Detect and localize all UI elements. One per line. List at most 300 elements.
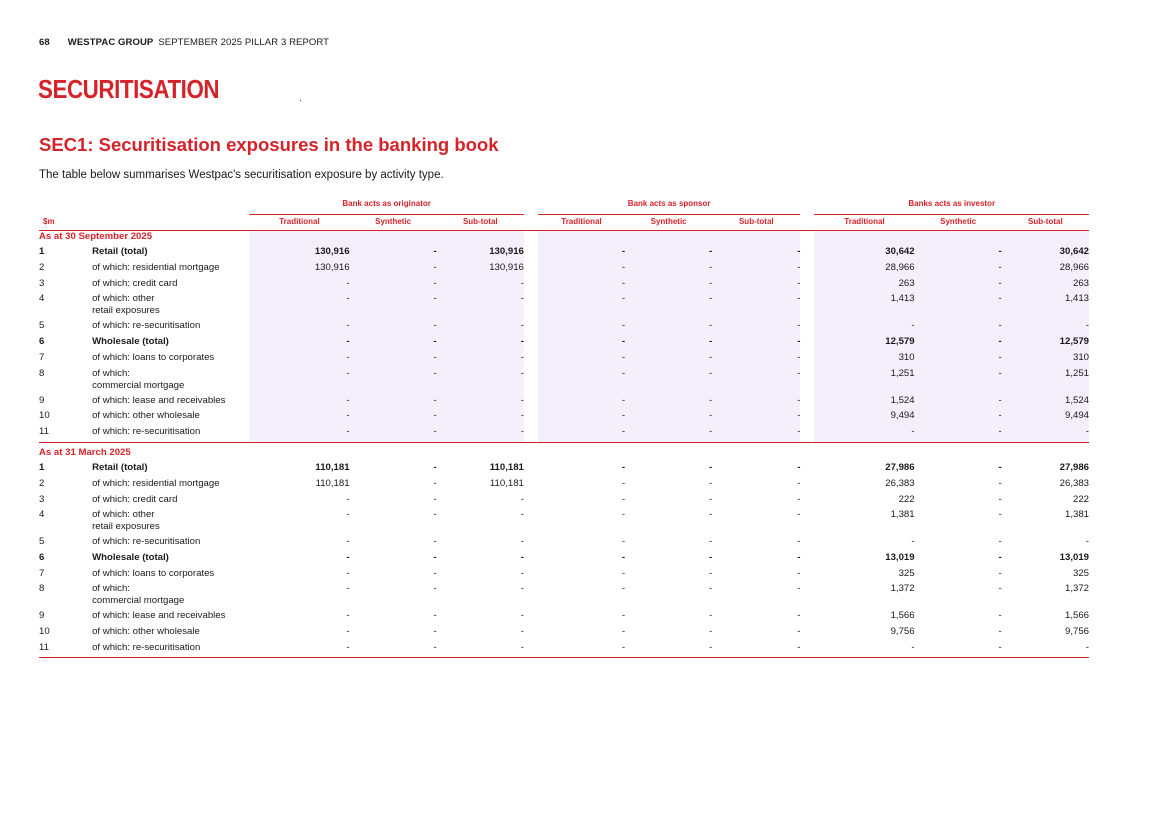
cell-value: - (621, 567, 626, 579)
row-label-line: commercial mortgage (92, 595, 185, 607)
row-label-line: Retail (total) (92, 246, 148, 258)
col-subtotal: Sub-total (712, 214, 800, 230)
cell-value: 1,413 (1002, 293, 1089, 320)
cell-value: - (350, 410, 437, 426)
cell-value: - (249, 642, 349, 658)
row-label-line: Wholesale (total) (92, 552, 169, 563)
row-number: 5 (39, 320, 45, 332)
cell-value: - (350, 278, 437, 294)
cell-value: - (538, 336, 625, 352)
cell-value: - (437, 426, 524, 442)
row-label-line: of which: residential mortgage (92, 262, 220, 274)
cell-value: - (998, 493, 1002, 505)
cell-value: - (625, 642, 712, 658)
cell-value: - (520, 626, 524, 638)
cell-value: 1,413 (814, 293, 914, 320)
cell-value: - (538, 352, 625, 368)
cell-value: 222 (898, 493, 915, 505)
table-title: SEC1: Securitisation exposures in the banking book (39, 134, 499, 155)
row-label-line: of which: residential mortgage (92, 477, 220, 489)
cell-value: - (433, 610, 437, 622)
cell-value: - (433, 493, 437, 505)
cell-value: - (797, 626, 801, 638)
cell-value: - (437, 336, 524, 352)
page-number: 68 (39, 37, 50, 48)
row-label (92, 583, 249, 610)
row-label (92, 426, 249, 442)
cell-value: - (437, 642, 524, 658)
cell-value: - (350, 642, 437, 658)
table-row (39, 278, 1089, 294)
cell-value: - (350, 293, 437, 320)
row-label-line: of which: credit card (92, 493, 178, 505)
col-traditional: Traditional (249, 214, 349, 230)
intro-text: The table below summarises Westpac's securitisation exposure by activity type. (39, 169, 444, 181)
cell-value: - (712, 352, 800, 368)
cell-value: 130,916 (437, 246, 524, 262)
cell-value: 325 (898, 567, 915, 579)
cell-value: - (998, 477, 1002, 489)
cell-value: - (915, 352, 1002, 368)
cell-value: - (433, 626, 437, 638)
row-label-line: of which: re-securitisation (92, 641, 201, 653)
row-label-line: of which: loans to corporates (92, 567, 215, 579)
row-number: 3 (39, 493, 45, 505)
cell-value: - (249, 320, 349, 336)
cell-value: - (621, 477, 626, 489)
cell-value: - (625, 336, 712, 352)
cell-value: - (520, 567, 524, 579)
table-row (39, 246, 1089, 262)
cell-value: - (346, 536, 350, 548)
cell-value: - (1085, 536, 1089, 548)
cell-value: - (998, 583, 1002, 595)
cell-value: - (709, 552, 713, 563)
row-number: 7 (39, 567, 45, 579)
cell-value: - (814, 320, 914, 336)
cell-value: - (350, 426, 437, 442)
col-traditional: Traditional (814, 214, 914, 230)
cell-value: - (625, 320, 712, 336)
cell-value: - (538, 293, 625, 320)
cell-value: 130,916 (249, 246, 349, 262)
table-row (39, 426, 1089, 442)
row-label-line: of which: other (92, 293, 155, 305)
cell-value: - (709, 567, 713, 579)
cell-value: - (249, 293, 349, 320)
stray-dot (300, 100, 301, 101)
row-number: 10 (39, 410, 50, 422)
cell-value: 1,372 (890, 583, 915, 595)
cell-value: - (538, 410, 625, 426)
unit-label: $m (39, 214, 249, 230)
table-row (39, 410, 1089, 426)
row-number: 5 (39, 536, 45, 548)
report-name: SEPTEMBER 2025 PILLAR 3 REPORT (158, 37, 330, 48)
col-traditional: Traditional (538, 214, 625, 230)
table-row (39, 478, 1089, 494)
cell-value: - (797, 509, 801, 521)
cell-value: - (797, 493, 801, 505)
group-sponsor: Bank acts as sponsor (538, 198, 800, 214)
table-row (39, 368, 1089, 395)
cell-value: - (915, 642, 1002, 658)
cell-value: - (998, 626, 1002, 638)
cell-value: - (709, 509, 713, 521)
cell-value: - (346, 552, 350, 563)
table-row (39, 336, 1089, 352)
col-synthetic: Synthetic (625, 214, 712, 230)
row-label (92, 368, 249, 395)
cell-value: - (625, 278, 712, 294)
cell-value: - (346, 583, 350, 595)
row-label (92, 568, 249, 584)
section-heading-row (39, 447, 1089, 463)
cell-value: - (998, 462, 1002, 474)
cell-value: - (709, 583, 713, 595)
row-number: 10 (39, 626, 50, 638)
cell-value: - (350, 395, 437, 411)
row-number: 11 (39, 642, 92, 658)
row-label-line: of which: loans to corporates (92, 351, 215, 363)
cell-value: - (797, 477, 801, 489)
cell-value: - (621, 552, 626, 563)
cell-value: - (346, 626, 350, 638)
cell-value: - (998, 509, 1002, 521)
cell-value: 1,566 (1064, 610, 1089, 622)
cell-value: 1,524 (1002, 395, 1089, 411)
cell-value: - (915, 278, 1002, 294)
row-label (92, 626, 249, 642)
table-row (39, 583, 1089, 610)
cell-value: - (249, 395, 349, 411)
group-investor: Banks acts as investor (814, 198, 1089, 214)
cell-value: 1,251 (814, 368, 914, 395)
cell-value: - (621, 610, 626, 622)
col-subtotal: Sub-total (1002, 214, 1089, 230)
row-label-line: of which: (92, 583, 130, 595)
cell-value: - (437, 293, 524, 320)
cell-value: - (709, 462, 713, 474)
row-label-line: retail exposures (92, 305, 160, 317)
row-label (92, 352, 249, 368)
cell-value: - (437, 320, 524, 336)
cell-value: - (709, 493, 713, 505)
cell-value: 110,181 (315, 477, 350, 489)
cell-value: 9,494 (814, 410, 914, 426)
cell-value: - (346, 493, 350, 505)
cell-value: 310 (814, 352, 914, 368)
row-label (92, 462, 249, 478)
cell-value: - (437, 395, 524, 411)
cell-value: - (915, 293, 1002, 320)
cell-value: - (538, 278, 625, 294)
cell-value: - (538, 368, 625, 395)
row-label-line: of which: other wholesale (92, 410, 200, 422)
row-label-line: of which: other wholesale (92, 626, 200, 638)
row-label-line: Retail (total) (92, 462, 148, 474)
row-label-line: retail exposures (92, 521, 160, 533)
cell-value: - (712, 278, 800, 294)
row-label (92, 642, 249, 658)
cell-value: 310 (1002, 352, 1089, 368)
table-row (39, 626, 1089, 642)
row-number: 8 (39, 583, 45, 595)
cell-value: - (814, 642, 914, 658)
row-label-line: of which: lease and receivables (92, 394, 226, 406)
cell-value: 110,181 (489, 462, 524, 474)
cell-value: - (1002, 320, 1089, 336)
col-synthetic: Synthetic (915, 214, 1002, 230)
cell-value: 222 (1072, 493, 1089, 505)
cell-value: - (911, 536, 915, 548)
cell-value: - (520, 583, 524, 595)
section-title: SECURITISATION (38, 74, 220, 104)
cell-value: 12,579 (814, 336, 914, 352)
row-label-line: of which: other (92, 509, 155, 521)
cell-value: - (621, 626, 626, 638)
cell-value: - (915, 320, 1002, 336)
row-label (92, 395, 249, 411)
table-row (39, 568, 1089, 584)
cell-value: - (915, 246, 1002, 262)
cell-value: - (249, 410, 349, 426)
cell-value: - (625, 246, 712, 262)
table-row (39, 462, 1089, 478)
cell-value: 1,566 (890, 610, 915, 622)
page-header (39, 37, 329, 48)
col-subtotal: Sub-total (437, 214, 524, 230)
cell-value: - (797, 552, 801, 563)
cell-value: - (433, 509, 437, 521)
row-number: 6 (39, 552, 45, 563)
cell-value: - (249, 352, 349, 368)
row-label (92, 610, 249, 626)
cell-value: 130,916 (437, 262, 524, 278)
cell-value: 1,381 (890, 509, 915, 521)
cell-value: 263 (814, 278, 914, 294)
cell-value: 1,372 (1064, 583, 1089, 595)
cell-value: - (538, 246, 625, 262)
table-row (39, 352, 1089, 368)
cell-value: - (712, 320, 800, 336)
cell-value: - (797, 462, 801, 474)
cell-value: - (350, 246, 437, 262)
row-label (92, 509, 249, 536)
cell-value: - (625, 262, 712, 278)
cell-value: 110,181 (315, 462, 350, 474)
row-label (92, 336, 249, 352)
cell-value: - (712, 426, 800, 442)
cell-value: - (625, 368, 712, 395)
table-row (39, 293, 1089, 320)
cell-value: - (1002, 426, 1089, 442)
row-label (92, 293, 249, 320)
cell-value: - (998, 610, 1002, 622)
cell-value: 1,251 (1002, 368, 1089, 395)
cell-value: 1,381 (1064, 509, 1089, 521)
section-heading: As at 30 September 2025 (39, 230, 153, 242)
cell-value: - (520, 610, 524, 622)
row-label (92, 320, 249, 336)
row-label-line: of which: (92, 367, 130, 379)
row-label (92, 410, 249, 426)
cell-value: - (915, 395, 1002, 411)
cell-value: - (797, 610, 801, 622)
cell-value: - (998, 567, 1002, 579)
cell-value: - (915, 336, 1002, 352)
cell-value: - (538, 395, 625, 411)
cell-value: 110,181 (489, 477, 524, 489)
cell-value: - (621, 536, 626, 548)
cell-value: - (915, 426, 1002, 442)
cell-value: - (625, 352, 712, 368)
section-heading: As at 31 March 2025 (39, 446, 131, 458)
cell-value: - (350, 336, 437, 352)
cell-value: - (814, 426, 914, 442)
cell-value: - (621, 509, 626, 521)
cell-value: 1,524 (814, 395, 914, 411)
row-label-line: of which: re-securitisation (92, 536, 201, 548)
cell-value: - (915, 368, 1002, 395)
table-row (39, 509, 1089, 536)
row-number: 8 (39, 367, 45, 379)
cell-value: 27,986 (1059, 462, 1089, 474)
cell-value: 12,579 (1002, 336, 1089, 352)
cell-value: - (350, 368, 437, 395)
row-number: 3 (39, 277, 45, 289)
cell-value: - (625, 293, 712, 320)
cell-value: - (797, 536, 801, 548)
row-number: 7 (39, 351, 45, 363)
cell-value: - (625, 395, 712, 411)
cell-value: 28,966 (814, 262, 914, 278)
cell-value: - (709, 536, 713, 548)
cell-value: 27,986 (885, 462, 915, 474)
row-label (92, 278, 249, 294)
cell-value: - (350, 352, 437, 368)
cell-value: - (712, 368, 800, 395)
cell-value: - (915, 262, 1002, 278)
cell-value: - (437, 368, 524, 395)
cell-value: - (433, 462, 437, 474)
cell-value: - (538, 262, 625, 278)
cell-value: - (538, 642, 625, 658)
cell-value: - (797, 583, 801, 595)
cell-value: 13,019 (1059, 552, 1089, 563)
cell-value: - (433, 477, 437, 489)
cell-value: - (346, 610, 350, 622)
cell-value: - (712, 410, 800, 426)
cell-value: - (998, 536, 1002, 548)
table-row (39, 494, 1089, 510)
cell-value: - (709, 477, 713, 489)
cell-value: - (712, 262, 800, 278)
row-number: 9 (39, 394, 45, 406)
cell-value: - (621, 493, 626, 505)
row-label (92, 478, 249, 494)
cell-value: - (437, 410, 524, 426)
cell-value: - (433, 567, 437, 579)
cell-value: - (520, 493, 524, 505)
cell-value: - (712, 246, 800, 262)
row-number: 4 (39, 293, 45, 305)
row-number: 11 (39, 426, 92, 442)
cell-value: - (520, 536, 524, 548)
cell-value: - (249, 368, 349, 395)
cell-value: - (350, 320, 437, 336)
cell-value: - (538, 320, 625, 336)
cell-value: 9,494 (1002, 410, 1089, 426)
row-label (92, 536, 249, 552)
securitisation-table (39, 198, 1089, 658)
row-number: 1 (39, 462, 45, 474)
table-row (39, 610, 1089, 626)
cell-value: - (433, 583, 437, 595)
table-row (39, 320, 1089, 336)
cell-value: 9,756 (1064, 626, 1089, 638)
cell-value: - (433, 552, 437, 563)
cell-value: - (712, 395, 800, 411)
group-originator: Bank acts as originator (249, 198, 524, 214)
cell-value: - (346, 509, 350, 521)
cell-value: 130,916 (249, 262, 349, 278)
cell-value: - (709, 610, 713, 622)
row-label-line: commercial mortgage (92, 379, 185, 391)
cell-value: - (712, 293, 800, 320)
cell-value: 9,756 (890, 626, 915, 638)
table-row (39, 552, 1089, 568)
row-label-line: of which: re-securitisation (92, 320, 201, 332)
cell-value: - (621, 583, 626, 595)
col-synthetic: Synthetic (350, 214, 437, 230)
cell-value: - (709, 626, 713, 638)
cell-value: 30,642 (814, 246, 914, 262)
cell-value: - (433, 536, 437, 548)
table-row (39, 395, 1089, 411)
row-number: 6 (39, 336, 45, 348)
row-number: 2 (39, 262, 45, 274)
company-name: WESTPAC GROUP (67, 37, 154, 48)
row-number: 9 (39, 610, 45, 622)
cell-value: - (437, 352, 524, 368)
cell-value: - (998, 552, 1002, 563)
section-heading-row (39, 230, 1089, 246)
cell-value: - (1002, 642, 1089, 658)
row-label-line: of which: credit card (92, 277, 178, 289)
table-row (39, 642, 1089, 658)
row-number: 4 (39, 509, 45, 521)
cell-value: 325 (1072, 567, 1089, 579)
cell-value: - (712, 642, 800, 658)
cell-value: 26,383 (885, 477, 915, 489)
cell-value: - (437, 278, 524, 294)
table-row (39, 262, 1089, 278)
cell-value: - (621, 462, 626, 474)
cell-value: 13,019 (885, 552, 915, 563)
cell-value: - (520, 552, 524, 563)
cell-value: - (797, 567, 801, 579)
cell-value: - (915, 410, 1002, 426)
row-label (92, 262, 249, 278)
cell-value: - (346, 567, 350, 579)
cell-value: 28,966 (1002, 262, 1089, 278)
cell-value: 30,642 (1002, 246, 1089, 262)
table-row (39, 536, 1089, 552)
cell-value: - (249, 278, 349, 294)
cell-value: 26,383 (1059, 477, 1089, 489)
row-label (92, 552, 249, 568)
